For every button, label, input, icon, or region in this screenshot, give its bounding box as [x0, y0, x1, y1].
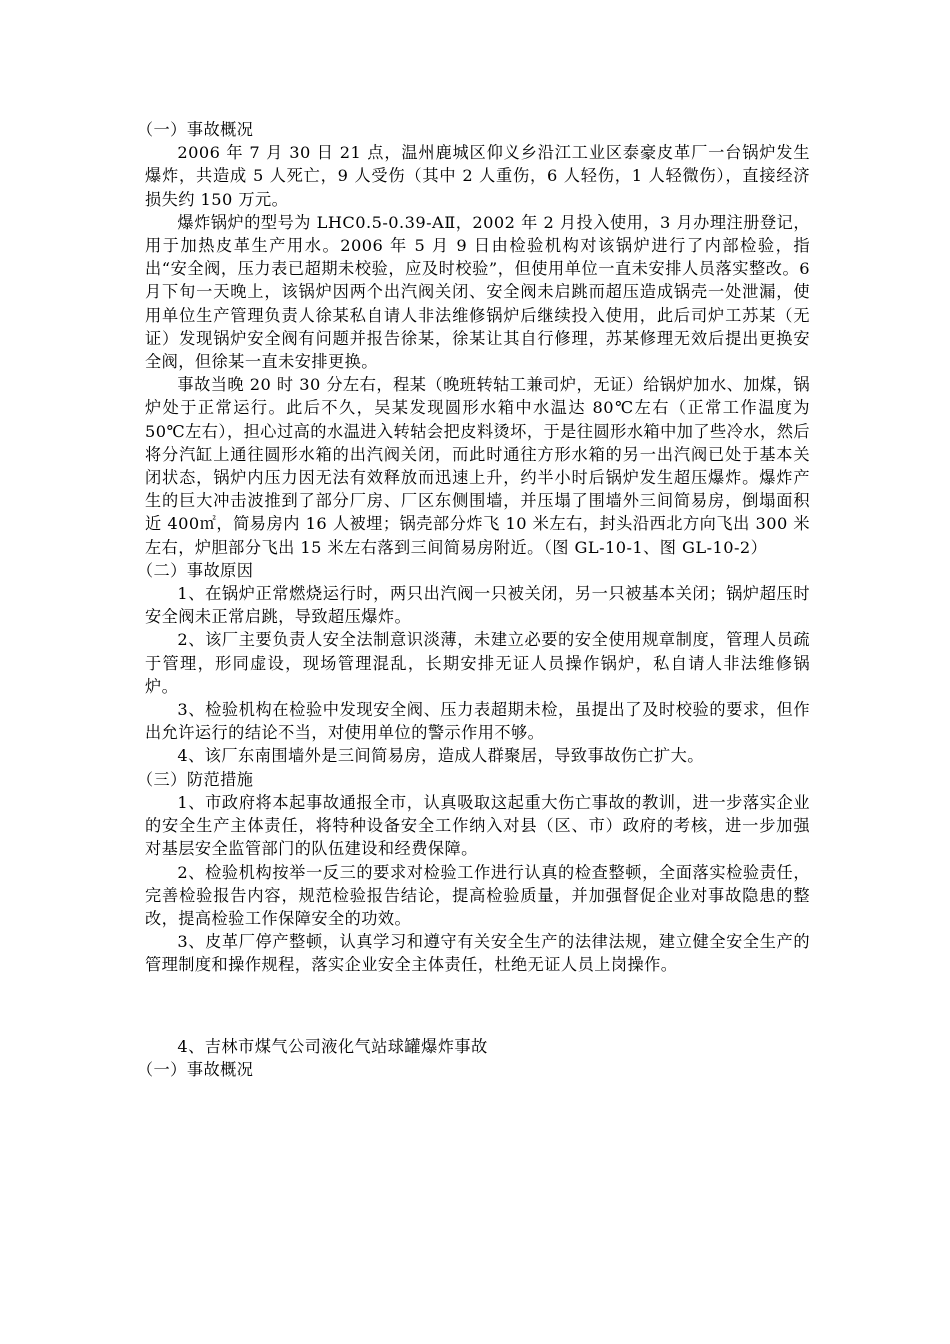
- paragraph-overview-2: 爆炸锅炉的型号为 LHC0.5-0.39-AⅡ，2002 年 2 月投入使用，3 月办理注册登记，用于加热皮革生产用水。2006 年 5 月 9 日由检验机构对该锅炉进行了内部检验，指出“安全阀，压力表已超期未校验，应及时校验”，但使用单位一直未安排人员落实整改。6 月下旬一天晚上，该锅炉因两个出汽阀关闭、安全阀未启跳而超压造成锅壳一处泄漏，使用单位生产管理负责人徐某私自请人非法维修锅炉后继续投入使用，此后司炉工苏某（无证）发现锅炉安全阀有问题并报告徐某，徐某让其自行修理，苏某修理无效后提出更换安全阀，但徐某一直未安排更换。: [145, 212, 810, 372]
- section-heading-measures: （三）防范措施: [136, 769, 254, 789]
- paragraph-measure-1: 1、市政府将本起事故通报全市，认真吸取这起重大伤亡事故的教训，进一步落实企业的安全生产主体责任，将特种设备安全工作纳入对县（区、市）政府的考核，进一步加强对基层安全监管部门的队伍建设和经费保障。: [145, 792, 810, 859]
- paragraph-cause-4: 4、该厂东南围墙外是三间简易房，造成人群聚居，导致事故伤亡扩大。: [177, 746, 704, 766]
- spacer: [145, 977, 810, 1035]
- paragraph-cause-3: 3、检验机构在检验中发现安全阀、压力表超期未检，虽提出了及时校验的要求，但作出允许运行的结论不当，对使用单位的警示作用不够。: [145, 700, 810, 743]
- document-body: [136, 118, 810, 1081]
- paragraph-measure-2: 2、检验机构按举一反三的要求对检验工作进行认真的检查整顿，全面落实检验责任，完善检验报告内容，规范检验报告结论，提高检验质量，并加强督促企业对事故隐患的整改，提高检验工作保障安全的功效。: [145, 862, 810, 928]
- paragraph-cause-2: 2、该厂主要负责人安全法制意识淡薄，未建立必要的安全使用规章制度，管理人员疏于管理，形同虚设，现场管理混乱，长期安排无证人员操作锅炉，私自请人非法维修锅炉。: [145, 630, 810, 696]
- case-title: 4、吉林市煤气公司液化气站球罐爆炸事故: [177, 1036, 488, 1056]
- paragraph-cause-1: 1、在锅炉正常燃烧运行时，两只出汽阀一只被关闭，另一只被基本关闭；锅炉超压时安全阀未正常启跳，导致超压爆炸。: [145, 584, 810, 627]
- paragraph-measure-3: 3、皮革厂停产整顿，认真学习和遵守有关安全生产的法律法规，建立健全安全生产的管理制度和操作规程，落实企业安全主体责任，杜绝无证人员上岗操作。: [145, 932, 810, 975]
- paragraph-overview-3: 事故当晚 20 时 30 分左右，程某（晚班转轱工兼司炉，无证）给锅炉加水、加煤，锅炉处于正常运行。此后不久，吴某发现圆形水箱中水温达 80℃左右（正常工作温度为 50℃左右），担心过高的水温进入转轱会把皮料烫坏，于是往圆形水箱中加了些冷水，然后将分汽缸上通往圆形水箱的出汽阀关闭，而此时通往方形水箱的另一出汽阀已处于基本关闭状态，锅炉内压力因无法有效释放而迅速上升，约半小时后锅炉发生超压爆炸。爆炸产生的巨大冲击波推到了部分厂房、厂区东侧围墙，并压塌了围墙外三间简易房，倒塌面积近 400㎡，简易房内 16 人被埋；锅壳部分炸飞 10 米左右，封头沿西北方向飞出 300 米左右，炉胆部分飞出 15 米左右落到三间简易房附近。（图 GL-10-1、图 GL-10-2）: [145, 375, 810, 557]
- section-heading-causes: （二）事故原因: [136, 560, 254, 580]
- paragraph-overview-1: 2006 年 7 月 30 日 21 点，温州鹿城区仰义乡沿江工业区泰豪皮革厂一台锅炉发生爆炸，共造成 5 人死亡，9 人受伤（其中 2 人重伤，6 人轻伤，1 人轻微伤），直接经济损失约 150 万元。: [145, 143, 810, 209]
- section-heading-case4-overview: （一）事故概况: [136, 1059, 254, 1079]
- section-heading-overview: （一）事故概况: [136, 120, 254, 139]
